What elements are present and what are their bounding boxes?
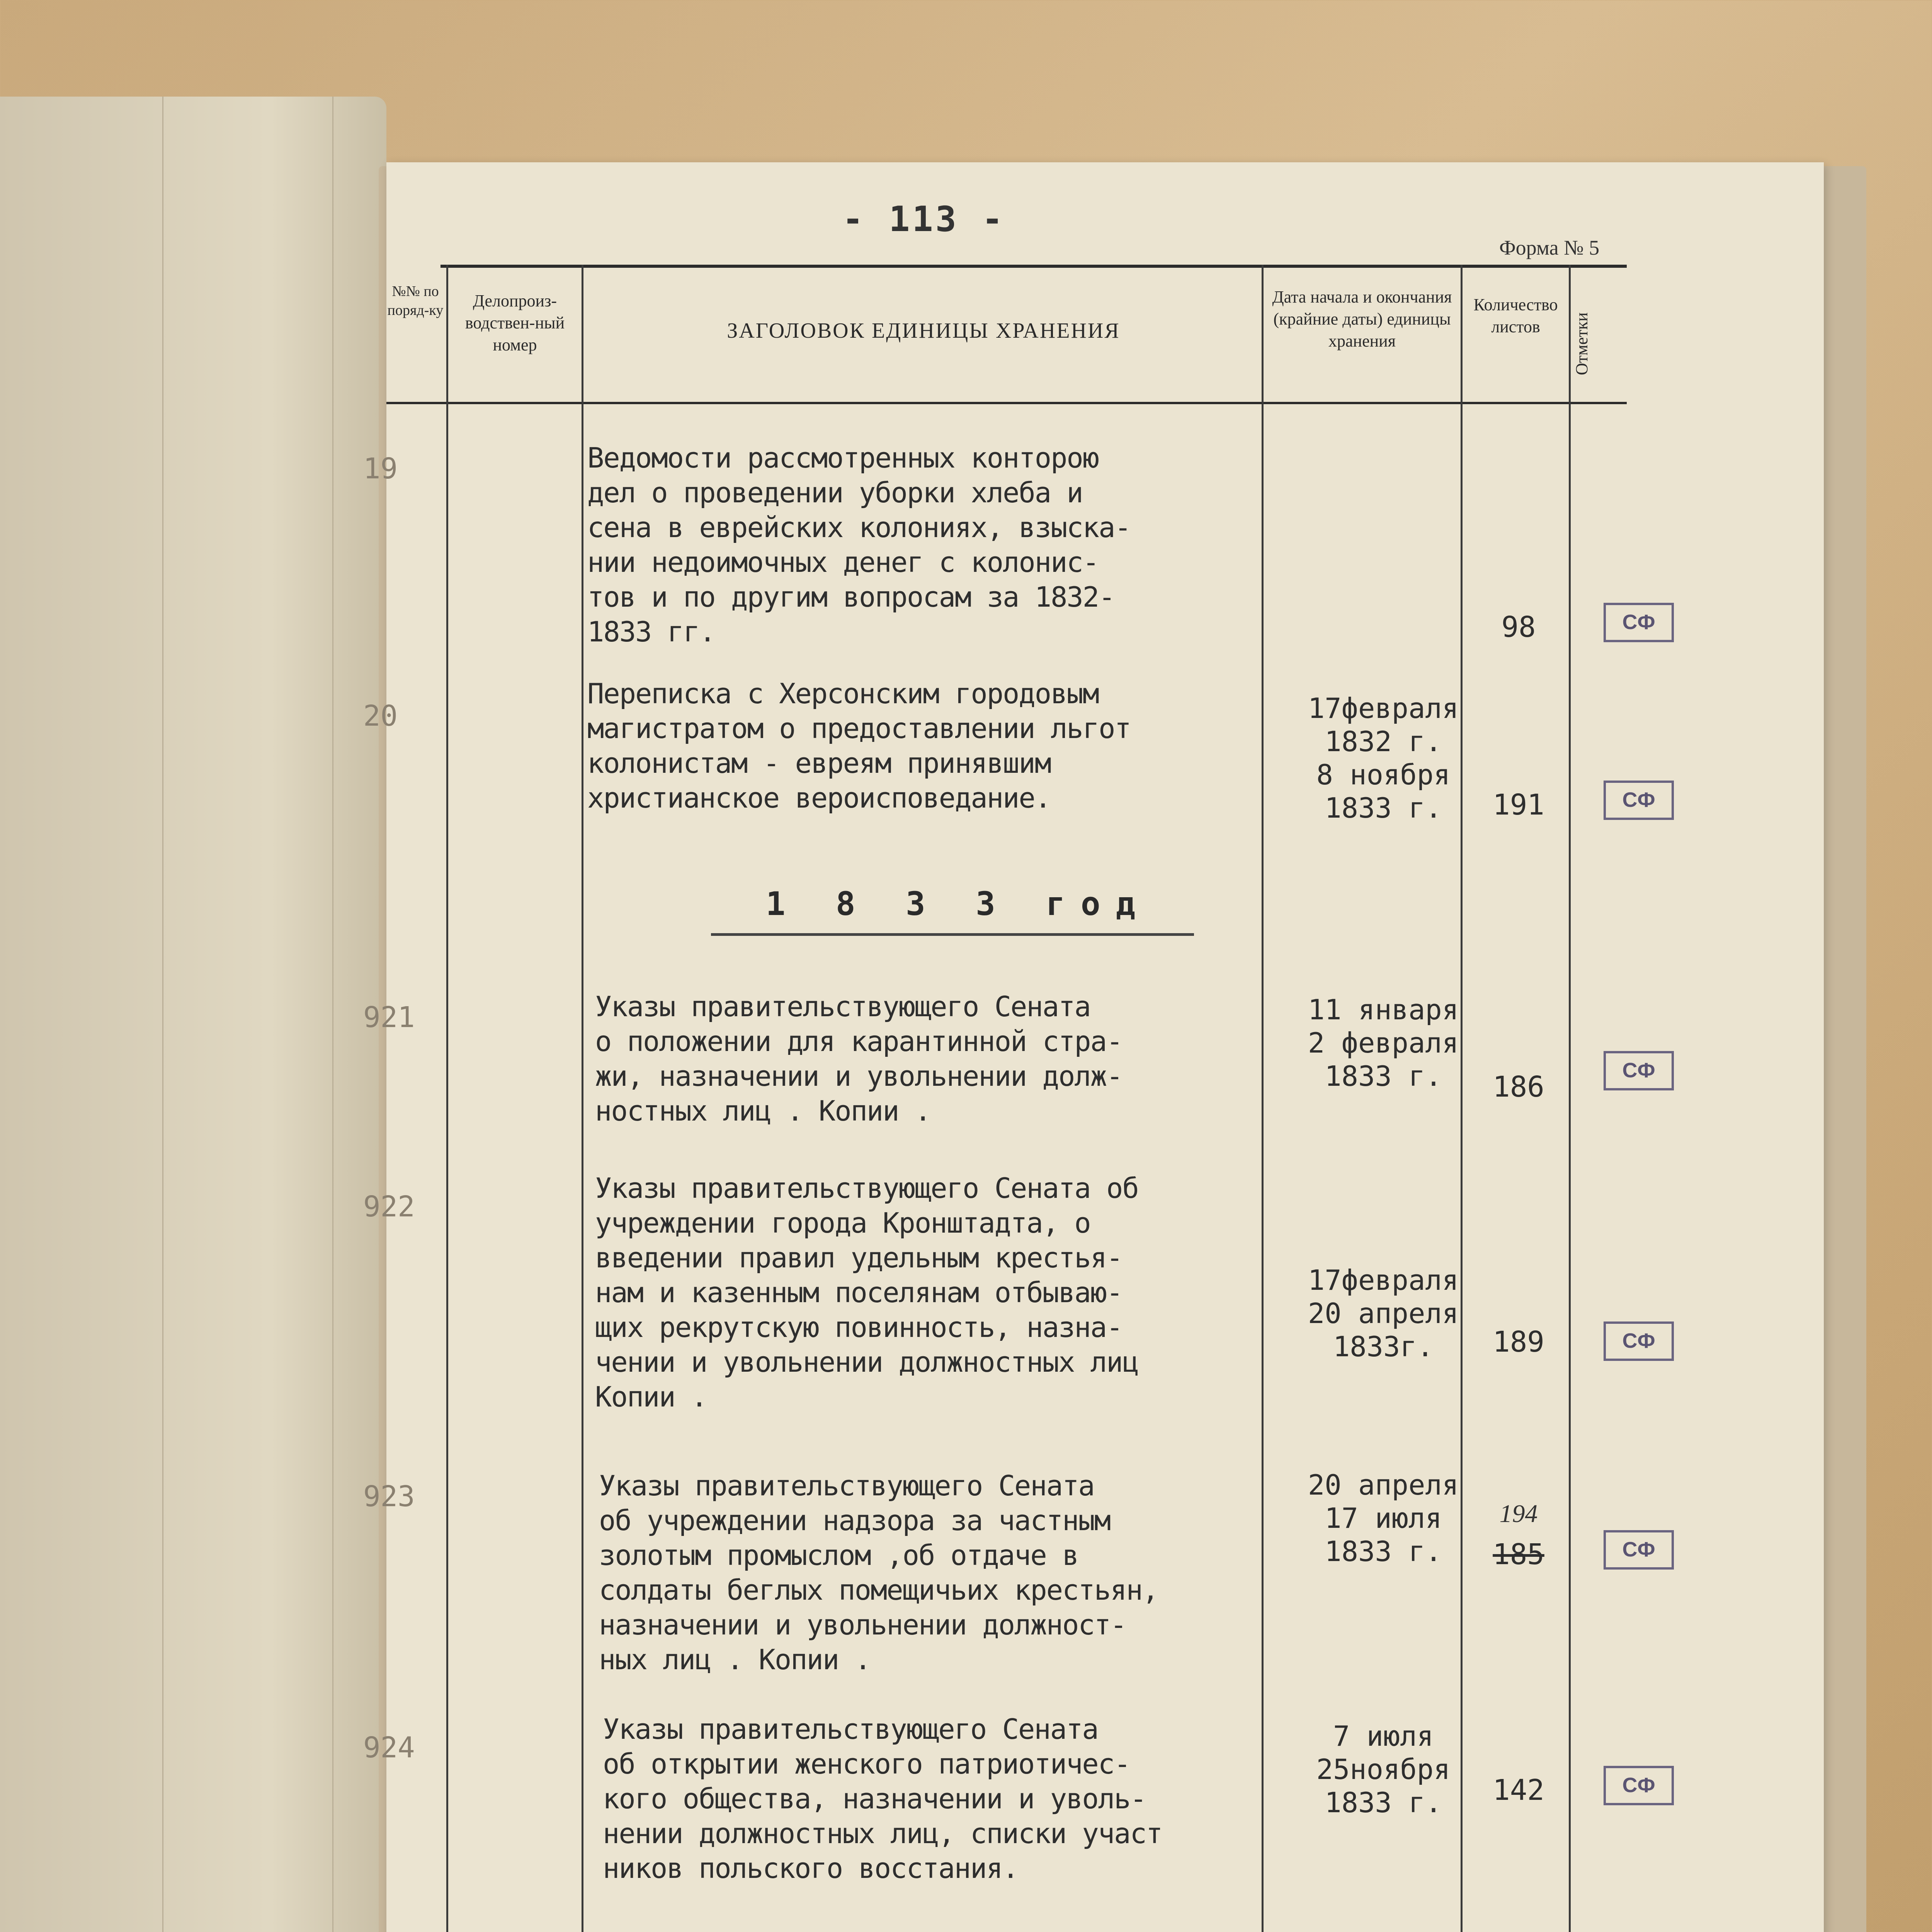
left-page	[0, 97, 386, 1932]
sf-stamp: СФ	[1604, 1051, 1674, 1090]
row-dates: 17февраля 20 апреля 1833г.	[1308, 1264, 1459, 1363]
sf-stamp: СФ	[1604, 1766, 1674, 1805]
header-bottom-rule	[386, 402, 1627, 404]
header-dates: Дата начала и окончания (крайние даты) единицы хранения	[1272, 287, 1452, 351]
header-marks: Отметки	[1572, 312, 1591, 376]
left-page-column-line	[332, 97, 333, 1932]
sf-stamp: СФ	[1604, 781, 1674, 820]
row-title: Указы правительствующего Сената об учреждении города Кронштадта, о введении правил удельным крестья- нам и казенным поселянам отбываю- щих рекрутскую повинность, назна- чении и увольнении должностных лиц Копии .	[595, 1172, 1138, 1413]
document-page	[363, 162, 1824, 1932]
row-sheets-struck: 185	[1493, 1538, 1544, 1571]
row-dates: 7 июля 25ноября 1833 г.	[1316, 1720, 1451, 1819]
row-title: Указы правительствующего Сената об учреждении надзора за частным золотым промыслом ,об отдаче в солдаты беглых помещичьих крестьян, назначении и увольнении должност- ных лиц . Копии .	[599, 1469, 1158, 1676]
row-title: Ведомости рассмотренных конторою дел о проведении уборки хлеба и сена в еврейских колониях, взыска- нии недоимочных денег с колонис- тов и по другим вопросам за 1832- 1833 гг.	[587, 442, 1131, 648]
header-number: №№ по поряд-ку	[387, 283, 444, 319]
form-label: Форма № 5	[1499, 236, 1600, 259]
header-sheets: Количество листов	[1473, 295, 1558, 337]
column-line	[582, 265, 583, 1932]
row-number: 20	[363, 699, 398, 733]
row-sheets: 186	[1493, 1070, 1544, 1104]
row-dates: 11 января 2 февраля 1833 г.	[1308, 993, 1459, 1092]
row-sheets: 191	[1493, 788, 1544, 821]
sf-stamp: СФ	[1604, 1530, 1674, 1570]
header-title: ЗАГОЛОВОК ЕДИНИЦЫ ХРАНЕНИЯ	[727, 319, 1120, 343]
row-title: Переписка с Херсонским городовым магистратом о предоставлении льгот колонистам - евреям принявшим христианское вероисповедание.	[587, 677, 1131, 814]
row-number: 923	[363, 1480, 415, 1513]
row-sheets: 142	[1493, 1774, 1544, 1807]
year-underline	[711, 933, 1194, 936]
header-delo-number: Делопроиз-водствен-ный номер	[465, 291, 565, 355]
handwritten-sheet-correction: 194	[1499, 1500, 1538, 1528]
row-title: Указы правительствующего Сената об открытии женского патриотичес- кого общества, назначении и уволь- нении должностных лиц, списки участ ников польского восстания.	[603, 1713, 1162, 1884]
row-dates: 20 апреля 17 июля 1833 г.	[1308, 1469, 1459, 1568]
row-title: Указы правительствующего Сената о положении для карантинной стра- жи, назначении и увольнении долж- ностных лиц . Копии .	[595, 990, 1122, 1127]
row-dates: 17февраля 1832 г. 8 ноября 1833 г.	[1308, 692, 1459, 824]
year-heading: 1 8 3 3 год	[765, 885, 1151, 923]
sf-stamp: СФ	[1604, 603, 1674, 642]
left-page-column-line	[162, 97, 163, 1932]
sf-stamp: СФ	[1604, 1321, 1674, 1361]
row-number: 921	[363, 1001, 415, 1034]
row-number: 19	[363, 452, 398, 485]
row-sheets: 98	[1501, 611, 1536, 644]
column-line	[446, 265, 448, 1932]
row-number: 924	[363, 1731, 415, 1764]
row-sheets: 189	[1493, 1325, 1544, 1359]
header-top-rule	[440, 265, 1627, 268]
row-number: 922	[363, 1190, 415, 1223]
page-number: - 113 -	[842, 199, 1005, 240]
